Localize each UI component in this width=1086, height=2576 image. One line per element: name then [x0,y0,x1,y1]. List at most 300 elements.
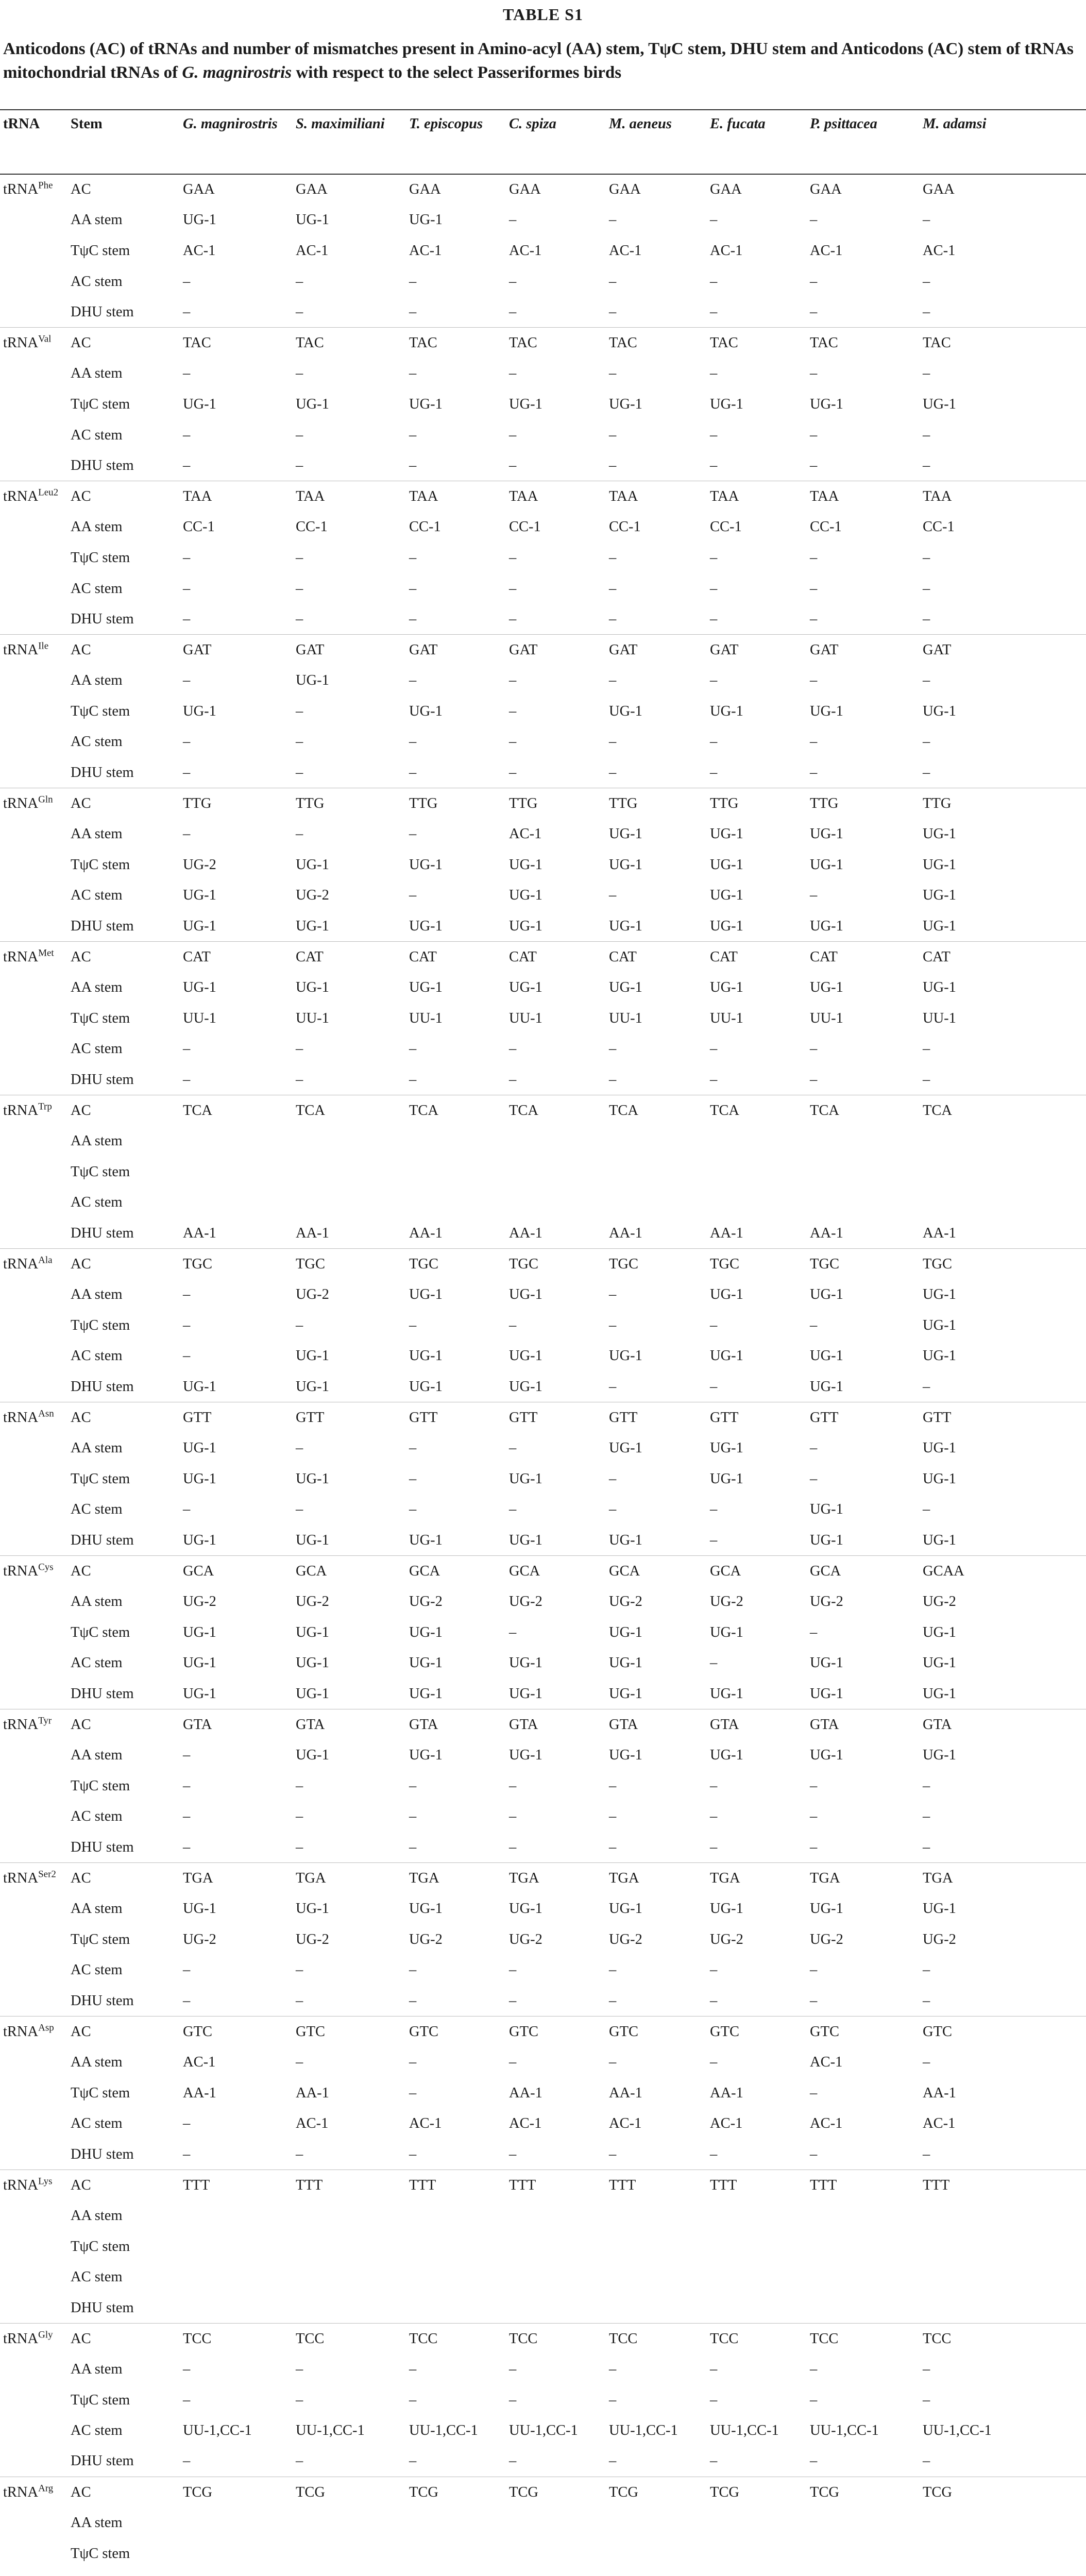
value-cell: TAC [406,328,506,359]
value-cell: TAC [180,328,293,359]
value-cell: GAA [920,174,1086,205]
value-cell: – [609,365,617,382]
value-cell: TCA [180,1095,293,1126]
value-cell: UG-2 [296,1931,329,1947]
value-cell [606,1188,707,1218]
value-cell [807,2507,920,2538]
value-cell: – [810,212,818,228]
value-cell: – [183,1286,191,1303]
value-cell: UG-2 [183,856,216,873]
trna-superscript: Lys [38,2176,53,2187]
trna-name [3,642,48,658]
value-cell: – [183,826,191,842]
stem-cell: AC [67,1863,180,1894]
table-title: TABLE S1 [503,5,583,24]
table-row [0,2507,1086,2538]
stem-cell: AC [67,1249,180,1280]
value-cell: TAA [807,481,920,512]
value-cell: – [296,2361,303,2377]
stem-cell: AC [67,2170,180,2201]
value-cell: – [296,611,303,627]
value-cell: UG-1 [296,1348,329,1364]
stem-cell: AC stem [71,734,123,750]
trna-cell [0,1679,67,1709]
value-cell: – [810,887,818,904]
trna-label: tRNA [3,1716,39,1733]
trna-cell [0,359,67,389]
value-cell: AC-1 [183,2054,216,2071]
value-cell: – [710,1655,718,1671]
value-cell: – [609,1992,617,2009]
value-cell: UG-2 [710,1594,743,1610]
value-cell: UG-1 [710,1440,743,1456]
value-cell: TCA [406,1095,506,1126]
value-cell: TAC [707,328,807,359]
stem-cell: DHU stem [71,1071,134,1088]
value-cell: UG-1 [923,1532,956,1548]
value-cell [293,1126,406,1157]
value-cell: UG-1 [509,1378,542,1395]
value-cell [807,1126,920,1157]
value-cell: UG-1 [810,703,843,719]
value-cell: – [409,1839,417,1855]
value-cell: UG-1 [710,1470,743,1487]
value-cell: UG-1 [296,1655,329,1671]
table-row [0,2047,1086,2078]
value-cell: UG-2 [810,1931,843,1947]
value-cell: AA-1 [296,2084,329,2101]
trna-cell [0,1863,67,1894]
trna-cell [0,2078,67,2109]
stem-cell: DHU stem [71,457,134,473]
value-cell: – [296,1962,303,1978]
value-cell [293,2538,406,2569]
value-cell: UG-1 [810,1747,843,1764]
value-cell: UG-1 [609,1655,642,1671]
value-cell [707,2262,807,2293]
value-cell: TCC [920,2324,1086,2354]
value-cell: – [509,2392,517,2408]
value-cell: – [810,2084,818,2101]
value-cell: – [296,2054,303,2071]
value-cell: TGA [707,1863,807,1894]
value-cell: – [409,887,417,904]
value-cell: AC-1 [296,2115,329,2132]
table-row [0,2446,1086,2477]
value-cell: AC-1 [609,242,642,259]
value-cell: – [183,2146,191,2162]
value-cell: – [810,2146,818,2162]
value-cell: AC-1 [923,2115,956,2132]
value-cell [920,1157,1086,1188]
value-cell: GTC [506,2016,606,2047]
value-cell: TCG [920,2477,1086,2508]
table-row [0,297,1086,328]
stem-cell: TψC stem [71,242,130,259]
trna-label: tRNA [3,1870,39,1886]
value-cell: – [923,1378,930,1395]
trna-cell [0,266,67,297]
trna-cell [0,512,67,543]
stem-cell: AA stem [71,826,123,842]
value-cell: UG-1 [296,856,329,873]
value-cell: UG-1 [409,1532,443,1548]
table-row [0,850,1086,880]
table-row [0,1464,1086,1495]
table-row [0,2016,1086,2047]
table-row [0,450,1086,481]
value-cell [180,2231,293,2262]
stem-cell: AC stem [71,1808,123,1825]
value-cell: AC-1 [710,2115,743,2132]
value-cell: – [409,1992,417,2009]
value-cell: – [409,1808,417,1825]
value-cell: AA-1 [810,1225,843,1241]
trna-cell [0,1648,67,1679]
trna-cell [0,2047,67,2078]
value-cell [606,2200,707,2231]
value-cell: TAC [807,328,920,359]
value-cell: TCG [707,2477,807,2508]
value-cell: UU-1,CC-1 [409,2422,478,2439]
value-cell: – [710,580,718,597]
value-cell: TGA [406,1863,506,1894]
table-row [0,757,1086,788]
value-cell: CC-1 [923,519,955,535]
table-row [0,696,1086,727]
value-cell: UG-1 [509,887,542,904]
table-row [0,2324,1086,2354]
value-cell: – [509,2054,517,2071]
value-cell: – [409,672,417,689]
value-cell: – [609,2146,617,2162]
value-cell: – [923,365,930,382]
value-cell: CAT [707,942,807,973]
trna-cell [0,1924,67,1955]
value-cell: – [183,1747,191,1764]
value-cell [606,2538,707,2569]
table-row [0,1402,1086,1433]
value-cell [606,2293,707,2324]
trna-cell [0,911,67,942]
value-cell: TCA [807,1095,920,1126]
value-cell [506,1157,606,1188]
value-cell: – [296,703,303,719]
value-cell: UU-1 [810,1010,843,1026]
value-cell: TCC [293,2324,406,2354]
trna-cell [0,1801,67,1832]
value-cell: AA-1 [296,1225,329,1241]
value-cell: – [810,1962,818,1978]
value-cell: UG-1 [296,1378,329,1395]
value-cell [293,2293,406,2324]
trna-name [3,335,51,351]
value-cell [406,2262,506,2293]
table-row [0,481,1086,512]
value-cell [180,1157,293,1188]
value-cell: TTT [920,2170,1086,2201]
value-cell: – [509,1440,517,1456]
value-cell: UG-1 [923,1655,956,1671]
value-cell: GCA [807,1556,920,1587]
trna-cell [0,2170,67,2201]
stem-cell [67,2569,180,2576]
trna-cell [0,481,67,512]
value-cell: TGA [606,1863,707,1894]
value-cell: TGA [807,1863,920,1894]
value-cell: – [296,2453,303,2469]
value-cell: UG-1 [183,918,216,934]
stem-cell: AA stem [71,212,123,228]
header-species: G. magnirostris [180,110,293,174]
table-body [0,174,1086,2576]
value-cell: UG-1 [923,1685,956,1702]
value-cell [506,2507,606,2538]
value-cell [293,2507,406,2538]
value-cell: UG-1 [710,856,743,873]
value-cell: UG-1 [810,1532,843,1548]
stem-cell: TψC stem [71,396,130,412]
value-cell: AA-1 [923,1225,956,1241]
trna-cell [0,1740,67,1771]
table-row [0,2477,1086,2508]
value-cell: UG-1 [409,1378,443,1395]
stem-cell: AA stem [71,672,123,689]
value-cell: – [710,1501,718,1518]
value-cell: UG-1 [509,1747,542,1764]
stem-cell: TψC stem [71,703,130,719]
value-cell: – [509,580,517,597]
value-cell: GTA [506,1709,606,1740]
value-cell: UG-1 [810,826,843,842]
value-cell: TCG [293,2477,406,2508]
value-cell: – [923,427,930,443]
value-cell: – [409,2054,417,2071]
value-cell: – [183,672,191,689]
value-cell: UG-1 [710,979,743,996]
value-cell: – [810,1992,818,2009]
value-cell: TGC [707,1249,807,1280]
value-cell: TGC [180,1249,293,1280]
value-cell: UG-1 [509,396,542,412]
trna-cell [0,1126,67,1157]
stem-cell: TψC stem [71,2238,130,2255]
table-row [0,2200,1086,2231]
value-cell [180,1126,293,1157]
value-cell: GCA [293,1556,406,1587]
value-cell: – [710,1777,718,1794]
value-cell: UG-1 [923,703,956,719]
value-cell: UG-1 [609,1532,642,1548]
value-cell: – [923,672,930,689]
trna-name [3,2331,53,2347]
stem-cell: TψC stem [71,1624,130,1640]
trna-cell [0,1402,67,1433]
value-cell: TAA [406,481,506,512]
table-row [0,819,1086,850]
table-row [0,2231,1086,2262]
value-cell: TAC [920,328,1086,359]
trna-name [3,1256,53,1273]
value-cell: – [296,273,303,290]
value-cell: – [923,303,930,320]
value-cell: UG-1 [710,918,743,934]
value-cell: – [923,1501,930,1518]
value-cell [293,2569,406,2576]
value-cell: GCAA [920,1556,1086,1587]
value-cell: CC-1 [509,519,541,535]
value-cell: UU-1,CC-1 [509,2422,578,2439]
trna-cell [0,297,67,328]
value-cell [807,1188,920,1218]
value-cell: – [710,2392,718,2408]
value-cell: TCC [606,2324,707,2354]
stem-cell: AC [67,2016,180,2047]
table-row [0,911,1086,942]
value-cell: – [296,549,303,566]
stem-cell: AA stem [71,1286,123,1303]
value-cell: AC-1 [509,826,542,842]
value-cell: – [609,672,617,689]
stem-cell: TψC stem [71,856,130,873]
value-cell: GTA [406,1709,506,1740]
stem-cell: AA stem [71,2514,123,2531]
value-cell: TCA [293,1095,406,1126]
value-cell: – [409,2453,417,2469]
value-cell: – [609,764,617,781]
value-cell: – [409,1041,417,1057]
value-cell [920,2231,1086,2262]
table-row [0,1188,1086,1218]
value-cell [180,2569,293,2576]
stem-cell: TψC stem [71,549,130,566]
value-cell: TCG [406,2477,506,2508]
stem-cell: AA stem [71,2361,123,2377]
value-cell: – [296,2392,303,2408]
value-cell: – [710,1378,718,1395]
table-row [0,1986,1086,2016]
value-cell [606,2569,707,2576]
value-cell: UG-1 [923,887,956,904]
value-cell: UG-1 [183,1470,216,1487]
stem-cell: AC stem [71,1194,123,1211]
trna-cell [0,1064,67,1095]
value-cell: UG-1 [710,1901,743,1917]
value-cell: – [810,1317,818,1333]
value-cell: – [609,1071,617,1088]
value-cell: – [509,1777,517,1794]
value-cell [406,2507,506,2538]
value-cell: – [183,2115,191,2132]
value-cell: – [710,672,718,689]
value-cell [707,1157,807,1188]
stem-cell: TψC stem [71,2084,130,2101]
value-cell: UG-1 [810,979,843,996]
table-row [0,1893,1086,1924]
trna-label: tRNA [3,488,39,504]
stem-cell: DHU stem [71,2299,134,2316]
value-cell [506,2538,606,2569]
value-cell: – [810,1777,818,1794]
value-cell: – [409,549,417,566]
value-cell: – [509,2146,517,2162]
value-cell: AA-1 [710,2084,743,2101]
value-cell [606,2507,707,2538]
value-cell: – [710,2054,718,2071]
value-cell [920,1188,1086,1218]
table-row [0,1648,1086,1679]
table-row [0,2139,1086,2170]
stem-cell: AC [67,2324,180,2354]
value-cell: UG-1 [710,1747,743,1764]
value-cell: – [509,1624,517,1640]
value-cell: UG-2 [609,1594,642,1610]
trna-superscript: Phe [38,180,53,191]
value-cell: AC-1 [509,242,542,259]
value-cell: – [296,303,303,320]
value-cell [707,1126,807,1157]
value-cell: GTT [707,1402,807,1433]
value-cell: – [509,734,517,750]
value-cell: UG-1 [810,1378,843,1395]
table-row [0,727,1086,758]
value-cell: – [409,1317,417,1333]
value-cell [807,2200,920,2231]
table-row [0,972,1086,1003]
value-cell: UG-1 [923,826,956,842]
value-cell: GCA [707,1556,807,1587]
value-cell: TTG [807,788,920,819]
table-row [0,1617,1086,1648]
value-cell: AC-1 [509,2115,542,2132]
value-cell: – [710,549,718,566]
trna-cell [0,2446,67,2477]
value-cell: AC-1 [609,2115,642,2132]
value-cell: GAA [606,174,707,205]
value-cell: GTT [606,1402,707,1433]
value-cell [807,2262,920,2293]
table-row [0,1371,1086,1402]
value-cell: UG-1 [183,212,216,228]
table-row [0,666,1086,697]
value-cell: UG-1 [609,1685,642,1702]
value-cell: – [810,1624,818,1640]
value-cell: GTT [406,1402,506,1433]
value-cell: UG-1 [409,703,443,719]
value-cell [606,2262,707,2293]
trna-label: tRNA [3,1256,39,1272]
stem-cell: DHU stem [71,1225,134,1241]
value-cell: – [609,2054,617,2071]
value-cell: UG-2 [810,1594,843,1610]
trna-cell [0,2293,67,2324]
value-cell: – [710,2361,718,2377]
value-cell: UG-1 [609,979,642,996]
stem-cell: DHU stem [71,611,134,627]
stem-cell: AC [67,1709,180,1740]
stem-cell: AC [67,1556,180,1587]
value-cell: TCA [920,1095,1086,1126]
value-cell: – [923,580,930,597]
value-cell: GCA [506,1556,606,1587]
value-cell: UU-1 [409,1010,443,1026]
value-cell: – [509,1839,517,1855]
value-cell: – [810,427,818,443]
value-cell: – [923,549,930,566]
value-cell: UG-1 [710,396,743,412]
value-cell: TAA [606,481,707,512]
value-cell [406,1157,506,1188]
